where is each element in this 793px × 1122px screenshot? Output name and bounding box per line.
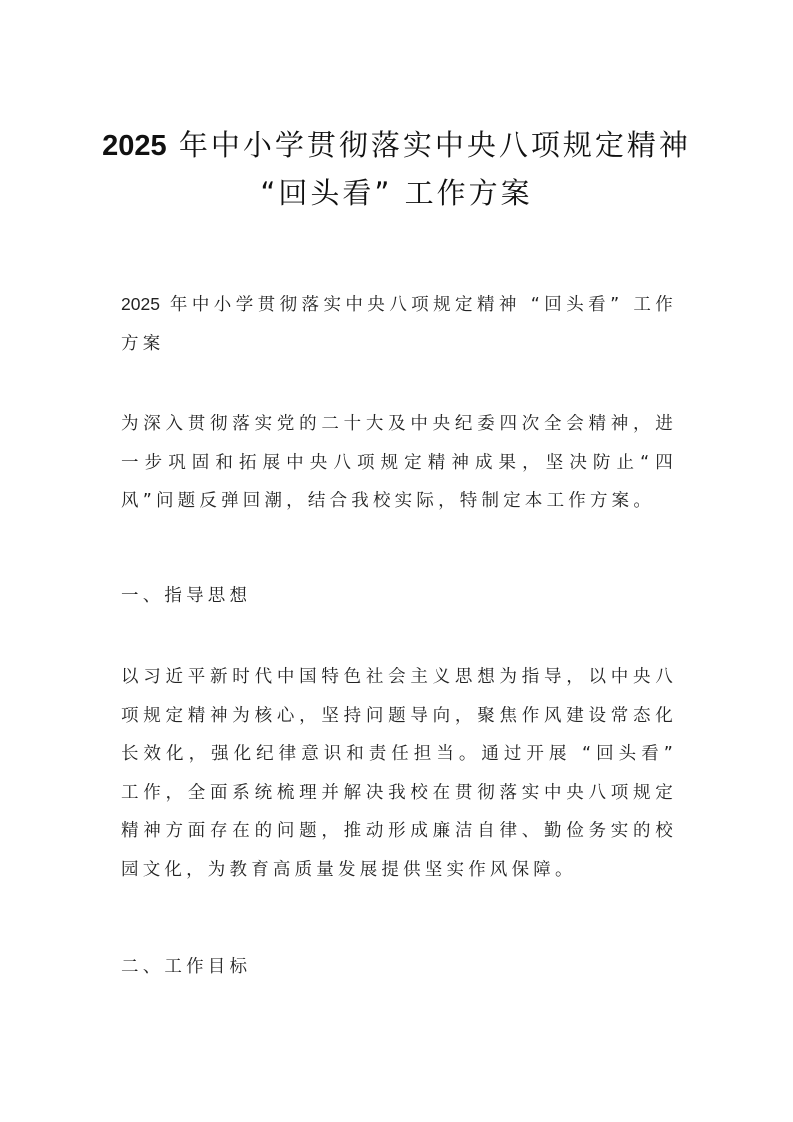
intro-paragraph: 为深入贯彻落实党的二十大及中央纪委四次全会精神，进一步巩固和拓展中央八项规定精神成果，坚决防止“四风”问题反弹回潮，结合我校实际，特制定本工作方案。 (121, 414, 677, 511)
subtitle-year: 2025 (121, 294, 160, 314)
document-title-line-1 (0, 120, 793, 171)
subtitle-text: 年中小学贯彻落实中央八项规定精神 “回头看” 工作方案 (121, 295, 677, 354)
title-text: 年中小学贯彻落实中央八项规定精神 (166, 128, 691, 162)
section-heading-work-goals: 二、工作目标 (121, 957, 252, 977)
title-year: 2025 (102, 130, 167, 162)
document-title-line-2: “回头看” 工作方案 (260, 176, 533, 210)
section-body-guiding-ideology: 以习近平新时代中国特色社会主义思想为指导，以中央八项规定精神为核心，坚持问题导向，聚焦作风建设常态化长效化，强化纪律意识和责任担当。通过开展 “回头看” 工作，全面系统梳理并解决我校在贯彻落实中央八项规定精神方面存在的问题，推动形成廉洁自律、勤俭务实的校园文化，为教育高质量发展提供坚实作风保障。 (121, 667, 677, 880)
section-heading-guiding-ideology: 一、指导思想 (121, 586, 252, 606)
document-subtitle (121, 285, 677, 363)
